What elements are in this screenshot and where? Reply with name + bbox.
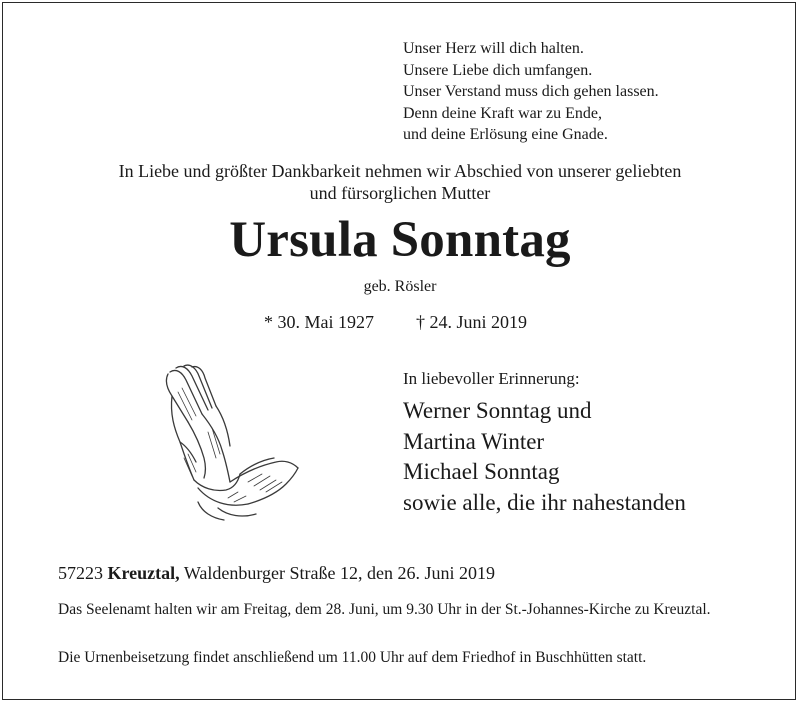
birth-date: * 30. Mai 1927 <box>264 312 374 332</box>
service-note: Das Seelenamt halten wir am Freitag, dem 28. Juni, um 9.30 Uhr in der St.-Johannes-Kirche zu Kreuztal. <box>58 601 711 618</box>
address-city: Kreuztal, <box>107 563 180 583</box>
address-zip: 57223 <box>58 563 103 583</box>
mourners-heading: In liebevoller Erinnerung: <box>403 369 580 388</box>
intro-line: und fürsorglichen Mutter <box>309 183 491 203</box>
deceased-name: Ursula Sonntag <box>229 212 571 268</box>
poem-line: und deine Erlösung eine Gnade. <box>403 126 608 143</box>
mourners-list <box>403 396 686 518</box>
address-line <box>58 562 495 584</box>
poem <box>403 38 659 146</box>
obituary-frame <box>2 2 796 700</box>
poem-line: Denn deine Kraft war zu Ende, <box>403 104 603 122</box>
mourner-line: Werner Sonntag und <box>403 398 592 423</box>
intro-line: In Liebe und größter Dankbarkeit nehmen wir Abschied von unserer geliebten <box>118 161 682 181</box>
praying-hands-icon <box>158 362 303 522</box>
address-street-date: Waldenburger Straße 12, den 26. Juni 2019 <box>183 563 496 583</box>
mourner-line: Martina Winter <box>403 428 545 454</box>
intro-text <box>40 160 760 204</box>
death-date: † 24. Juni 2019 <box>416 312 528 332</box>
maiden-name: geb. Rösler <box>363 278 437 295</box>
poem-line: Unser Verstand muss dich gehen lassen. <box>403 83 659 100</box>
mourner-line: Michael Sonntag <box>403 459 560 484</box>
mourner-line: sowie alle, die ihr nahestanden <box>403 489 686 515</box>
poem-line: Unsere Liebe dich umfangen. <box>403 61 593 79</box>
poem-line: Unser Herz will dich halten. <box>403 40 584 57</box>
burial-note: Die Urnenbeisetzung findet anschließend um 11.00 Uhr auf dem Friedhof in Buschhütten statt. <box>58 649 647 666</box>
